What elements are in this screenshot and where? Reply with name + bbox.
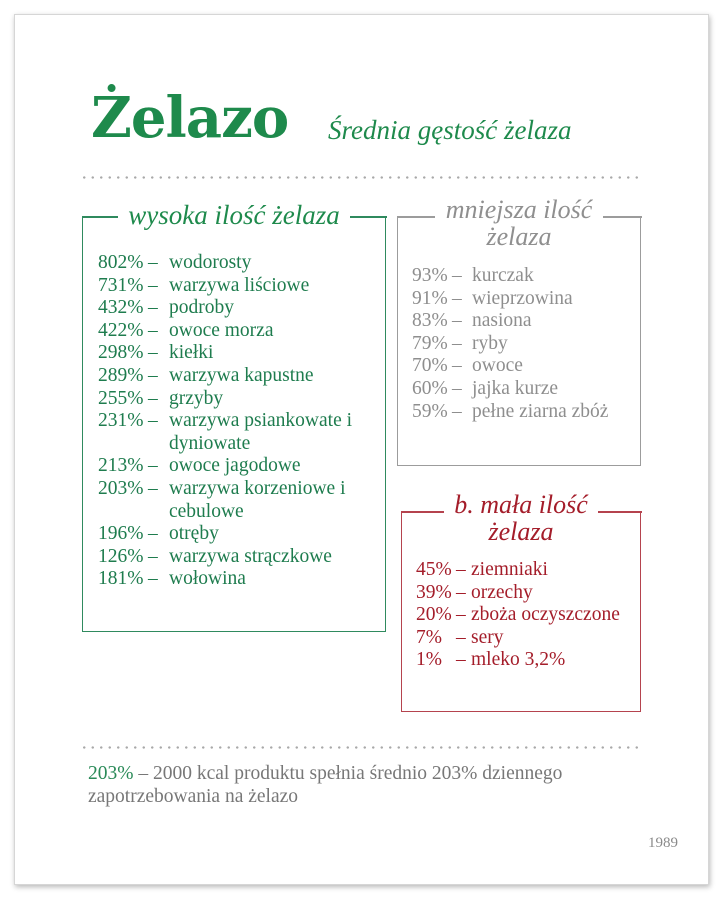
item-name: podroby: [169, 297, 234, 319]
item-percentage: 802%: [98, 252, 144, 273]
item-dash: –: [148, 545, 158, 567]
very-low-iron-heading: b. mała ilość żelaza: [454, 490, 588, 546]
item-percentage: 126%: [98, 545, 144, 567]
list-item: [98, 365, 383, 388]
very-low-iron-box: [401, 490, 641, 712]
item-percentage: 7%: [416, 626, 442, 648]
item-name: warzywa psiankowate i dyniowate: [169, 410, 353, 454]
item-dash: –: [148, 568, 158, 590]
list-item: [412, 265, 637, 288]
page-number: 1989: [648, 835, 678, 851]
item-dash: –: [452, 332, 462, 354]
high-iron-heading: wysoka ilość żelaza: [128, 200, 340, 230]
item-dash: –: [148, 455, 158, 477]
item-dash: –: [456, 581, 466, 603]
item-dash: –: [456, 559, 466, 580]
list-item: [416, 582, 638, 605]
item-percentage: 59%: [412, 400, 448, 422]
item-name: warzywa korzeniowe i cebulowe: [169, 477, 346, 522]
item-percentage: 20%: [416, 604, 452, 626]
item-name: jajka kurze: [472, 377, 559, 399]
footnote: [88, 762, 648, 808]
footnote-highlight: 203%: [88, 763, 134, 784]
item-name: grzyby: [169, 387, 224, 409]
item-percentage: 731%: [98, 274, 144, 296]
list-item: [412, 333, 637, 356]
item-dash: –: [148, 252, 158, 273]
item-percentage: 432%: [98, 297, 144, 319]
item-percentage: 289%: [98, 364, 144, 386]
item-dash: –: [456, 649, 466, 671]
item-name: ziemniaki: [471, 559, 548, 580]
item-name: zboża oczyszczone: [471, 604, 620, 626]
item-percentage: 45%: [416, 559, 452, 580]
list-item: [416, 559, 638, 582]
list-item: [98, 388, 383, 411]
list-item: [98, 320, 383, 343]
item-name: wieprzowina: [472, 287, 573, 309]
item-dash: –: [148, 342, 158, 364]
item-dash: –: [148, 364, 158, 386]
list-item: [98, 410, 383, 455]
item-dash: –: [148, 477, 158, 499]
item-dash: –: [148, 297, 158, 319]
high-iron-list: [98, 252, 383, 591]
item-percentage: 79%: [412, 332, 448, 354]
list-item: [98, 297, 383, 320]
item-dash: –: [452, 287, 462, 309]
item-percentage: 196%: [98, 523, 144, 545]
item-percentage: 203%: [98, 477, 144, 499]
lower-iron-heading: mniejsza ilość żelaza: [445, 195, 593, 251]
item-name: otręby: [169, 523, 219, 545]
item-percentage: 83%: [412, 310, 448, 332]
item-percentage: 422%: [98, 319, 144, 341]
item-name: warzywa liściowe: [169, 274, 310, 296]
item-percentage: 91%: [412, 287, 448, 309]
list-item: [98, 478, 383, 523]
list-item: [98, 275, 383, 298]
item-name: sery: [471, 626, 504, 648]
item-percentage: 231%: [98, 410, 144, 432]
item-name: nasiona: [472, 310, 532, 332]
item-dash: –: [452, 400, 462, 422]
page-subtitle: Średnia gęstość żelaza: [328, 115, 572, 145]
item-dash: –: [148, 319, 158, 341]
item-percentage: 93%: [412, 265, 448, 286]
item-dash: –: [452, 265, 462, 286]
list-item: [98, 568, 383, 591]
item-percentage: 181%: [98, 568, 144, 590]
item-name: wodorosty: [169, 252, 252, 273]
footnote-text: – 2000 kcal produktu spełnia średnio 203% dziennego zapotrzebowania na żelazo: [88, 763, 563, 807]
item-name: owoce jagodowe: [169, 455, 301, 477]
item-dash: –: [148, 387, 158, 409]
list-item: [98, 342, 383, 365]
item-name: kurczak: [472, 265, 534, 286]
item-name: kiełki: [169, 342, 214, 364]
list-item: [412, 288, 637, 311]
item-name: orzechy: [471, 581, 533, 603]
list-item: [98, 546, 383, 569]
item-percentage: 70%: [412, 355, 448, 377]
item-dash: –: [452, 377, 462, 399]
list-item: [416, 649, 638, 672]
item-name: warzywa strączkowe: [169, 545, 332, 567]
dotted-divider-bottom: [80, 746, 644, 749]
item-dash: –: [452, 355, 462, 377]
list-item: [98, 455, 383, 478]
item-percentage: 39%: [416, 581, 452, 603]
list-item: [416, 604, 638, 627]
item-name: ryby: [472, 332, 508, 354]
list-item: [98, 252, 383, 275]
item-name: mleko 3,2%: [471, 649, 566, 671]
list-item: [416, 627, 638, 650]
item-dash: –: [456, 626, 466, 648]
page-title: Żelazo: [91, 85, 289, 151]
item-name: pełne ziarna zbóż: [472, 400, 609, 422]
lower-iron-list: [412, 265, 637, 423]
lower-iron-box: [397, 195, 641, 466]
item-dash: –: [148, 410, 158, 432]
list-item: [98, 523, 383, 546]
item-percentage: 213%: [98, 455, 144, 477]
item-dash: –: [452, 310, 462, 332]
list-item: [412, 355, 637, 378]
dotted-divider-top: [80, 176, 644, 179]
very-low-iron-list: [416, 559, 638, 672]
item-name: owoce: [472, 355, 523, 377]
item-dash: –: [148, 523, 158, 545]
item-percentage: 60%: [412, 377, 448, 399]
high-iron-box: [82, 200, 386, 632]
item-name: owoce morza: [169, 319, 274, 341]
list-item: [412, 401, 637, 424]
item-percentage: 1%: [416, 649, 442, 671]
list-item: [412, 378, 637, 401]
item-percentage: 298%: [98, 342, 144, 364]
item-name: wołowina: [169, 568, 246, 590]
item-dash: –: [148, 274, 158, 296]
item-percentage: 255%: [98, 387, 144, 409]
item-dash: –: [456, 604, 466, 626]
item-name: warzywa kapustne: [169, 364, 314, 386]
list-item: [412, 310, 637, 333]
